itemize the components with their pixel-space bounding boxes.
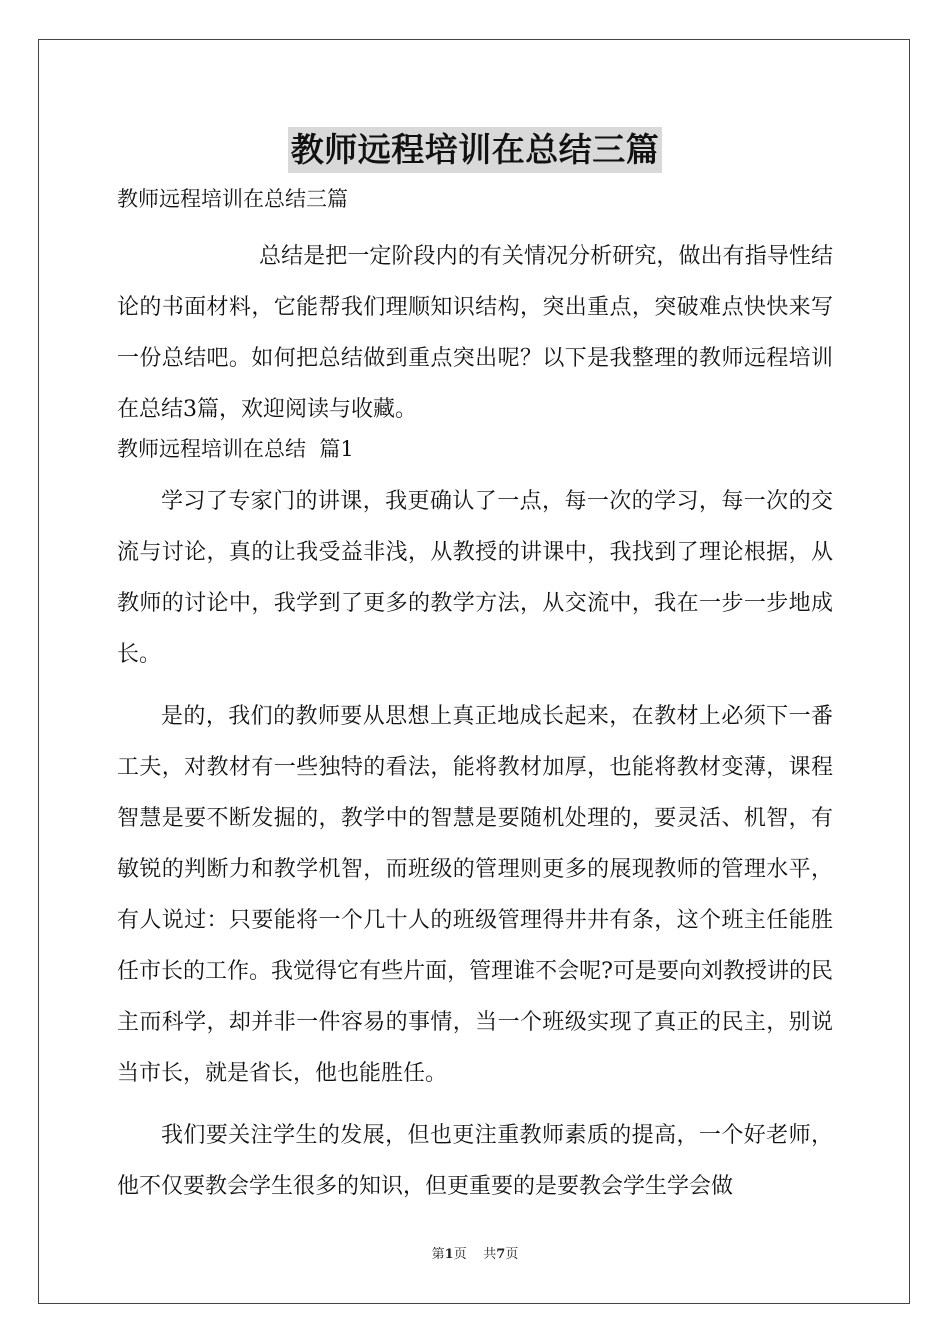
- document-subtitle: 教师远程培训在总结三篇: [117, 187, 348, 211]
- document-title: 教师远程培训在总结三篇: [288, 127, 663, 173]
- page-footer: [0, 1246, 950, 1264]
- intro-paragraph: 总结是把一定阶段内的有关情况分析研究，做出有指导性结论的书面材料，它能帮我们理顺知识结构，突出重点，突破难点快快来写一份总结吧。如何把总结做到重点突出呢？以下是我整理的教师远程培训在总结3篇，欢迎阅读与收藏。: [117, 244, 833, 422]
- title-container: [0, 127, 950, 173]
- page-current: 1: [444, 1247, 454, 1262]
- paragraph-2: 是的，我们的教师要从思想上真正地成长起来，在教材上必须下一番工夫，对教材有一些独特的看法，能将教材加厚，也能将教材变薄，课程智慧是要不断发掘的，教学中的智慧是要随机处理的，要灵活、机智，有敏锐的判断力和教学机智，而班级的管理则更多的展现教师的管理水平，有人说过：只要能将一个几十人的班级管理得井井有条，这个班主任能胜任市长的工作。我觉得它有些片面，管理谁不会呢?可是要向刘教授讲的民主而科学，却并非一件容易的事情，当一个班级实现了真正的民主，别说当市长，就是省长，他也能胜任。: [117, 704, 833, 1086]
- page-total: 7: [496, 1247, 506, 1262]
- total-suffix: 页: [505, 1247, 519, 1262]
- total-prefix: 共: [483, 1247, 497, 1262]
- body-text: [117, 476, 833, 1223]
- section-heading: 教师远程培训在总结 篇1: [117, 437, 354, 461]
- page-prefix: 第: [431, 1247, 445, 1262]
- page-suffix: 页: [453, 1247, 467, 1262]
- paragraph-1: 学习了专家门的讲课，我更确认了一点，每一次的学习，每一次的交流与讨论，真的让我受益非浅，从教授的讲课中，我找到了理论根据，从教师的讨论中，我学到了更多的教学方法，从交流中，我在一步一步地成长。: [117, 489, 833, 667]
- paragraph-3: 我们要关注学生的发展，但也更注重教师素质的提高，一个好老师，他不仅要教会学生很多的知识，但更重要的是要教会学生学会做: [117, 1123, 833, 1199]
